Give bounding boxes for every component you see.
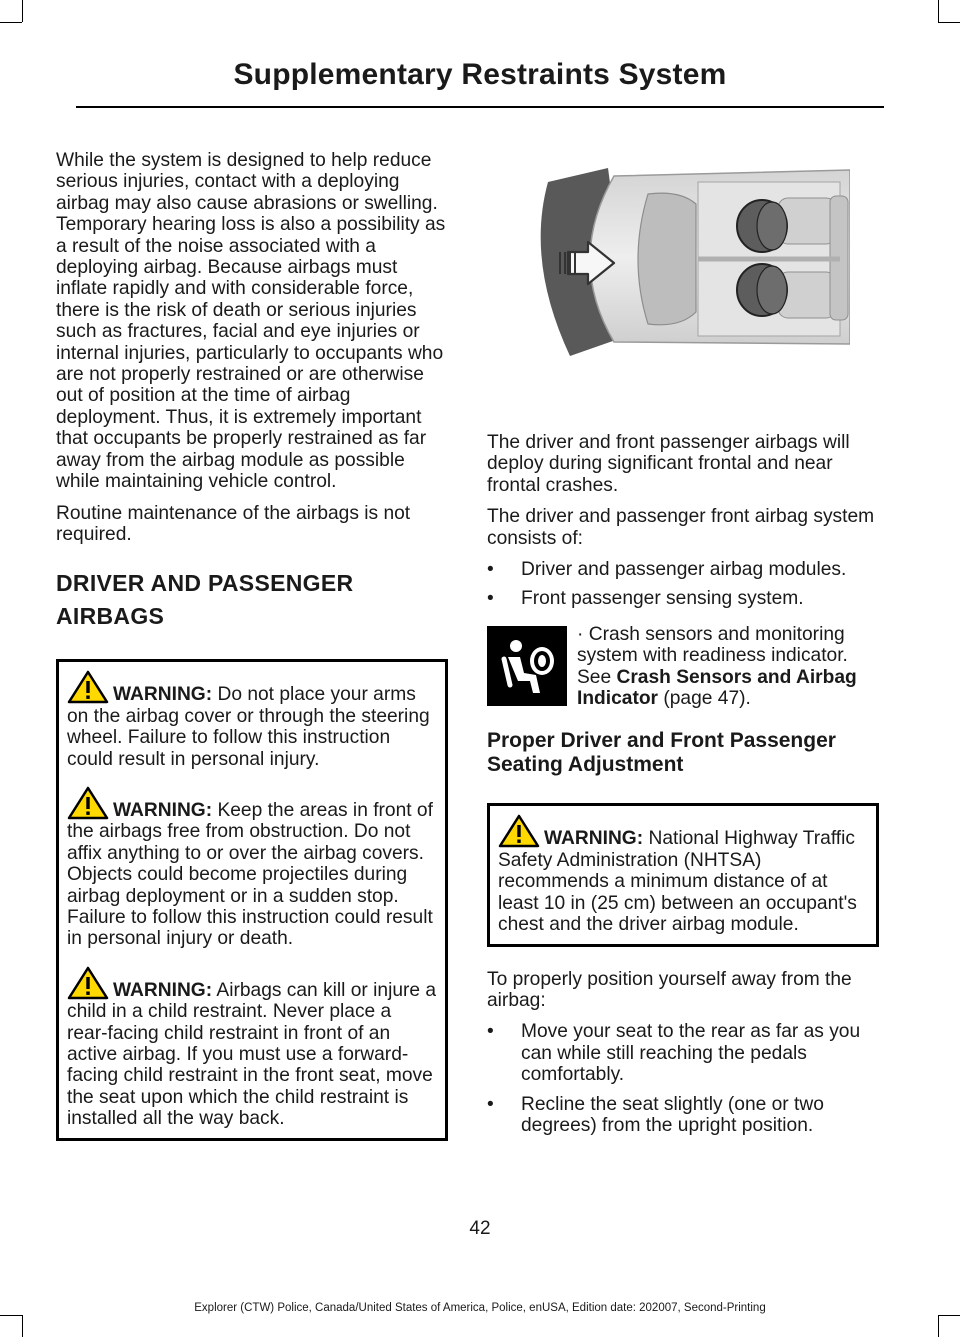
maintenance-paragraph: Routine maintenance of the airbags is not required.: [56, 502, 411, 545]
section-heading: DRIVER AND PASSENGER AIRBAGS: [56, 570, 354, 630]
list-item: • Front passenger sensing system.: [487, 588, 804, 610]
crop-mark: [938, 1315, 960, 1316]
warning-box: [56, 659, 448, 1140]
crash-sensor-paragraph: · Crash sensors and monitoring system with readiness indicator. See Crash Sensors and Airbag Indicator (page 47).: [577, 623, 857, 710]
warning-triangle-icon: [67, 966, 109, 1000]
intro-paragraph: While the system is designed to help reduce serious injuries, contact with a deploying airbag may also cause abrasions or swelling. Temporary hearing loss is also a possibility as a result of the noise associated with a deploying airbag. Because airbags must inflate rapidly and with considerable force, there is the risk of death or serious injuries such as fractures, facial and eye injuries or internal injuries, particularly to occupants who are not properly restrained or are otherwise out of position at the time of airbag deployment. Thus, it is extremely important that occupants be properly restrained as far away from the airbag module as possible while maintaining vehicle control.: [56, 150, 446, 493]
left-column: [56, 150, 448, 1163]
crash-sensor-link[interactable]: Crash Sensors and Airbag Indicator: [577, 666, 857, 710]
seating-heading: Proper Driver and Front Passenger Seating Adjustment: [487, 729, 836, 777]
seating-steps-list: [487, 1021, 879, 1136]
page-title: Supplementary Restraints System: [233, 58, 727, 91]
right-column: [487, 432, 879, 1144]
warning-item: WARNING: National Highway Traffic Safety Administration (NHTSA) recommends a minimum distance of at least 10 in (25 cm) between an occupant's chest and the driver airbag module.: [498, 814, 868, 935]
crop-mark: [0, 22, 22, 23]
footer-text: Explorer (CTW) Police, Canada/United States of America, Police, enUSA, Edition date: 202007, Second-Printing: [194, 1302, 766, 1314]
windshield: [638, 193, 696, 325]
list-item: • Move your seat to the rear as far as you can while still reaching the pedals comfortably.: [487, 1021, 861, 1086]
warning-item: WARNING: Keep the areas in front of the airbags free from obstruction. Do not affix anything to or over the airbag covers. Objects could become projectiles during airbag deployment or in a sudden stop. Failure to follow this instruction could result in personal injury or death.: [67, 786, 437, 950]
position-paragraph: To properly position yourself away from the airbag:: [487, 968, 852, 1011]
crop-mark: [938, 22, 960, 23]
system-paragraph: The driver and passenger front airbag system consists of:: [487, 506, 875, 549]
list-item: • Recline the seat slightly (one or two degrees) from the upright position.: [487, 1093, 824, 1136]
page-number: 42: [469, 1218, 491, 1239]
airbag-deployment-illustration: [530, 160, 850, 360]
airbag-indicator-block: [487, 624, 879, 710]
system-components-list: [487, 559, 879, 610]
warning-triangle-icon: [498, 814, 540, 848]
crop-mark: [22, 1315, 23, 1337]
crop-mark: [938, 0, 939, 22]
warning-triangle-icon: [67, 670, 109, 704]
warning-box: [487, 803, 879, 946]
warning-triangle-icon: [67, 786, 109, 820]
list-item: • Driver and passenger airbag modules.: [487, 559, 847, 581]
deployment-paragraph: The driver and front passenger airbags will deploy during significant frontal and near frontal crashes.: [487, 432, 850, 496]
crop-mark: [22, 0, 23, 22]
crop-mark: [0, 1315, 22, 1316]
crop-mark: [938, 1315, 939, 1337]
title-rule: [76, 106, 884, 108]
warning-item: WARNING: Do not place your arms on the airbag cover or through the steering wheel. Failure to follow this instruction could result in personal injury.: [67, 670, 437, 770]
airbag-warning-icon: [487, 626, 567, 706]
warning-item: WARNING: Airbags can kill or injure a child in a child restraint. Never place a rear-facing child restraint in front of an active airbag. If you must use a forward-facing child restraint in the front seat, move the seat upon which the child restraint is installed all the way back.: [67, 966, 437, 1130]
